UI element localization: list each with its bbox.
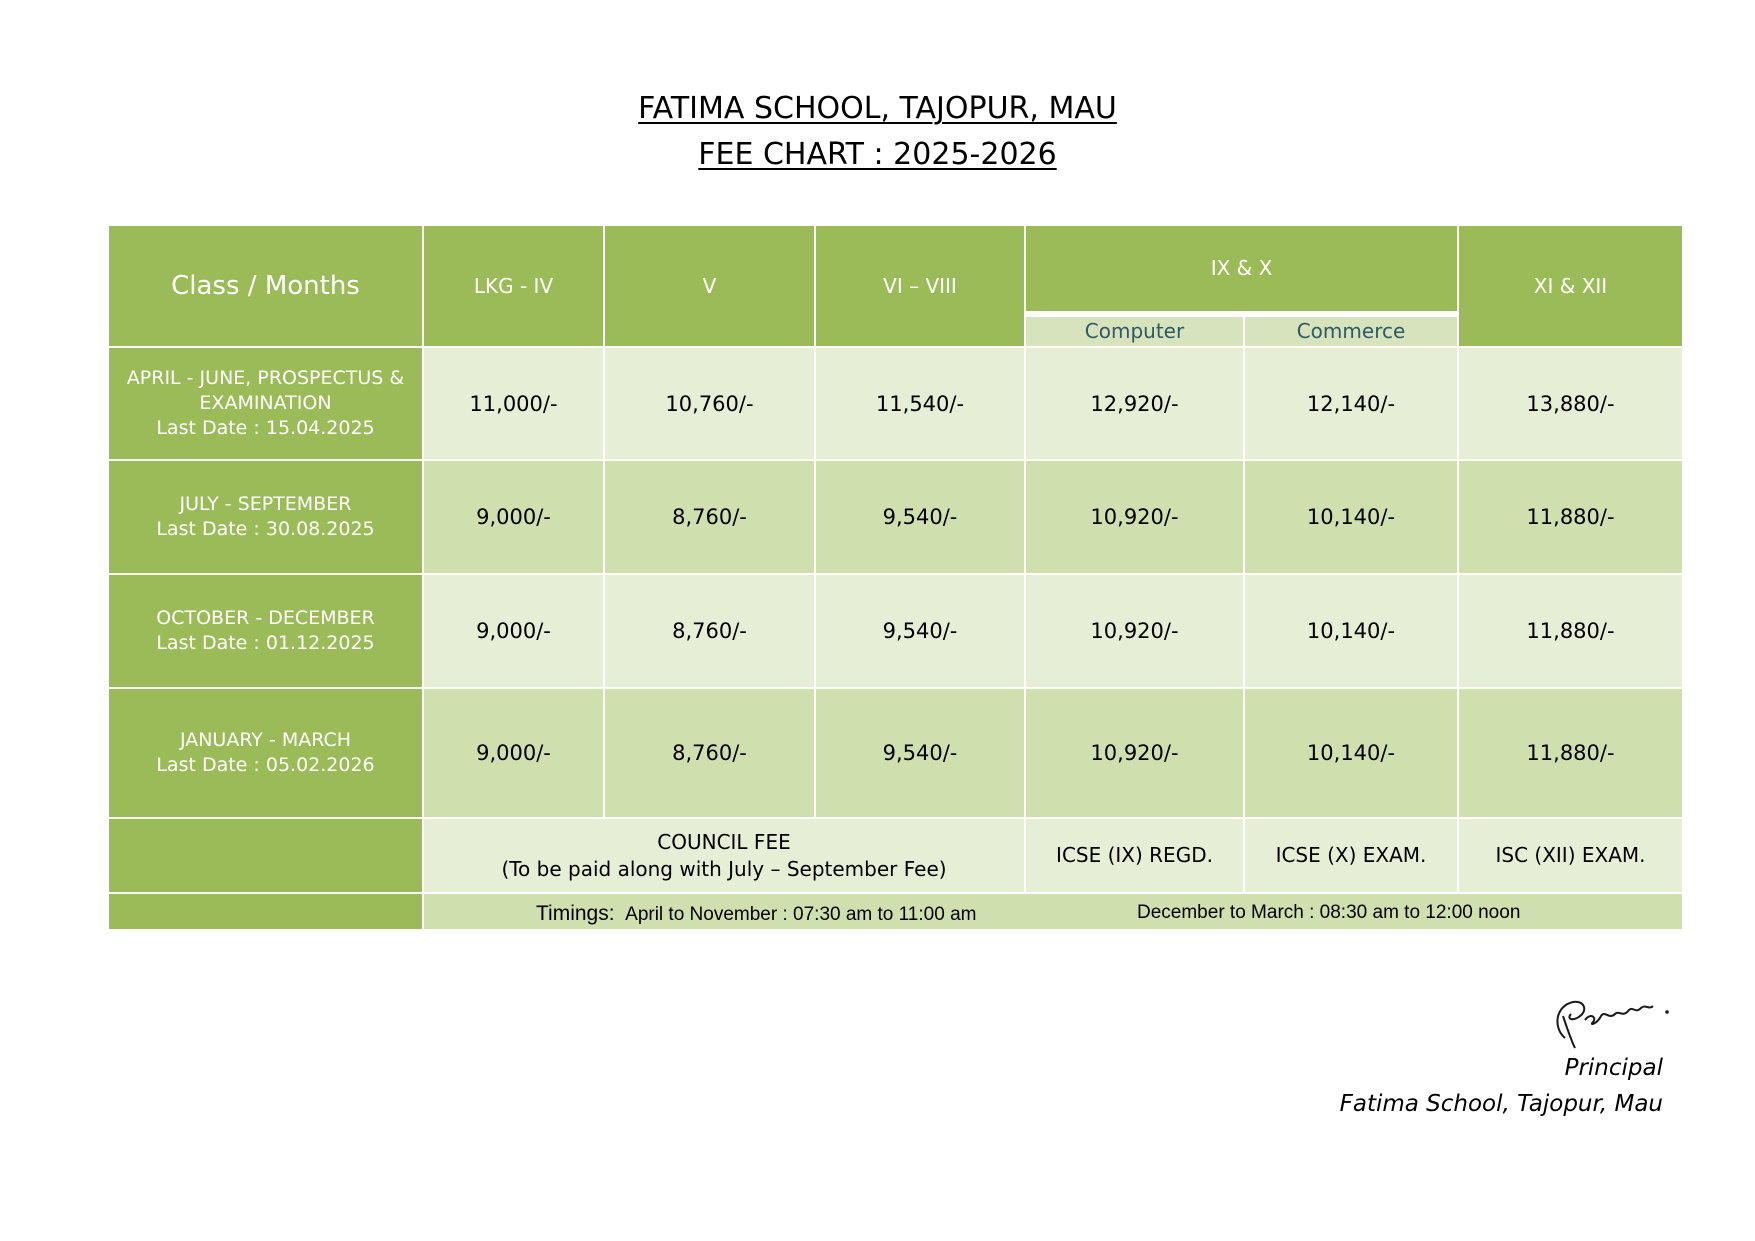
fee-cell: 11,880/- <box>1458 688 1683 819</box>
fee-cell: 9,000/- <box>423 460 604 574</box>
col-header-computer: Computer <box>1025 314 1244 347</box>
period-label <box>108 688 423 819</box>
icse-ix-regd: ICSE (IX) REGD. <box>1025 818 1244 892</box>
col-header-ix-x: IX & X <box>1025 225 1458 314</box>
period-label <box>108 347 423 461</box>
timings-cell <box>423 893 1683 930</box>
signature-block <box>1340 988 1663 1122</box>
fee-cell: 13,880/- <box>1458 347 1683 461</box>
council-fee-note: (To be paid along with July – September Fee) <box>501 856 947 881</box>
fee-cell: 11,880/- <box>1458 574 1683 688</box>
signature-space <box>1340 988 1663 1050</box>
fee-cell: 8,760/- <box>604 574 815 688</box>
fee-row <box>108 574 1683 688</box>
document-header <box>0 86 1755 178</box>
icse-x-exam: ICSE (X) EXAM. <box>1244 818 1458 892</box>
last-date: Last Date : 15.04.2025 <box>156 417 375 439</box>
period-name: OCTOBER - DECEMBER <box>156 606 375 629</box>
fee-row <box>108 460 1683 574</box>
principal-designation: Principal <box>1564 1055 1663 1081</box>
fee-cell: 9,540/- <box>815 574 1025 688</box>
council-fee-title: COUNCIL FEE <box>657 829 791 854</box>
col-header-commerce: Commerce <box>1244 314 1458 347</box>
fee-cell: 9,540/- <box>815 460 1025 574</box>
col-header-lkg-iv: LKG - IV <box>423 225 604 347</box>
col-header-vi-viii: VI – VIII <box>815 225 1025 347</box>
council-fee-row <box>108 818 1683 892</box>
period-name: JANUARY - MARCH <box>179 728 352 751</box>
header-row <box>108 225 1683 314</box>
school-title: FATIMA SCHOOL, TAJOPUR, MAU <box>638 91 1117 126</box>
fee-row <box>108 347 1683 461</box>
period-label <box>108 460 423 574</box>
timings-summer <box>536 902 976 926</box>
corner-header: Class / Months <box>108 225 423 347</box>
fee-cell: 11,540/- <box>815 347 1025 461</box>
principal-school: Fatima School, Tajopur, Mau <box>1339 1091 1663 1117</box>
fee-cell: 10,920/- <box>1025 688 1244 819</box>
fee-cell: 8,760/- <box>604 460 815 574</box>
fee-cell: 10,140/- <box>1244 460 1458 574</box>
fee-cell: 10,920/- <box>1025 460 1244 574</box>
fee-cell: 10,140/- <box>1244 574 1458 688</box>
council-label-blank <box>108 818 423 892</box>
fee-cell: 9,000/- <box>423 574 604 688</box>
last-date: Last Date : 01.12.2025 <box>156 631 375 654</box>
timings-row <box>108 893 1683 930</box>
timings-summer-text: April to November : 07:30 am to 11:00 am <box>625 903 977 925</box>
fee-cell: 9,540/- <box>815 688 1025 819</box>
fee-cell: 10,140/- <box>1244 688 1458 819</box>
period-name: APRIL - JUNE, PROSPECTUS & <box>126 367 405 389</box>
fee-cell: 10,760/- <box>604 347 815 461</box>
fee-cell: 9,000/- <box>423 688 604 819</box>
last-date: Last Date : 30.08.2025 <box>156 518 375 541</box>
fee-cell: 10,920/- <box>1025 574 1244 688</box>
fee-table <box>107 224 1684 931</box>
council-fee-cell <box>423 818 1025 892</box>
col-header-xi-xii: XI & XII <box>1458 225 1683 347</box>
timings-label-blank <box>108 893 423 930</box>
fee-cell: 8,760/- <box>604 688 815 819</box>
col-header-v: V <box>604 225 815 347</box>
timings-label: Timings: <box>536 901 615 925</box>
period-name-cont: EXAMINATION <box>199 392 332 414</box>
period-label <box>108 574 423 688</box>
period-name: JULY - SEPTEMBER <box>179 493 352 516</box>
fee-cell: 12,140/- <box>1244 347 1458 461</box>
isc-xii-exam: ISC (XII) EXAM. <box>1458 818 1683 892</box>
timings-winter: December to March : 08:30 am to 12:00 noon <box>1137 901 1521 923</box>
fee-cell: 11,880/- <box>1458 460 1683 574</box>
last-date: Last Date : 05.02.2026 <box>156 753 375 776</box>
fee-cell: 12,920/- <box>1025 347 1244 461</box>
fee-cell: 11,000/- <box>423 347 604 461</box>
fee-chart-title: FEE CHART : 2025-2026 <box>698 137 1057 172</box>
fee-row <box>108 688 1683 819</box>
